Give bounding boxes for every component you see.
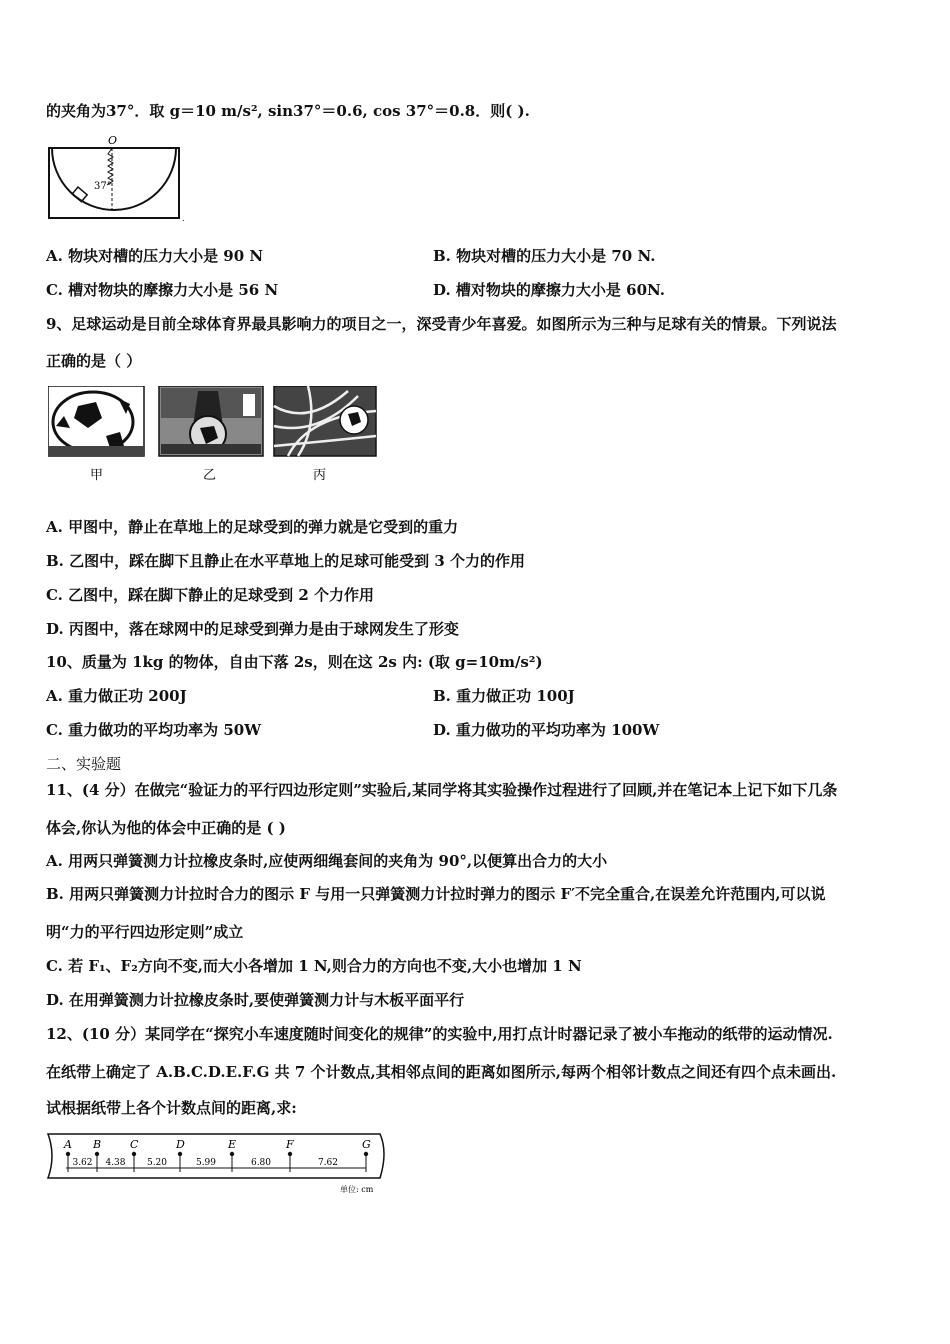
tape-point-label-a: A	[64, 1138, 72, 1151]
q11-option-b: B. 用两只弹簧测力计拉时合力的图示 F 与用一只弹簧测力计拉时弹力的图示 F′不完全重合,在误差允许范围内,可以说	[46, 885, 826, 903]
tape-distance-label: 7.62	[317, 1158, 339, 1168]
q12-stem-line2: 在纸带上确定了 A.B.C.D.E.F.G 共 7 个计数点,其相邻点间的距离如图所示,每两个相邻计数点之间还有四个点未画出.	[46, 1063, 837, 1081]
angle-label: 37°	[94, 181, 112, 192]
svg-text:.: .	[182, 214, 185, 223]
q8-intro: 的夹角为37°．取 g＝10 m/s², sin37°＝0.6, cos 37°＝0.8．则( ).	[46, 102, 530, 120]
q10-option-b: B. 重力做正功 100J	[433, 687, 575, 705]
tape-point-label-e: E	[228, 1138, 237, 1151]
q11-option-a: A. 用两只弹簧测力计拉橡皮条时,应使两细绳套间的夹角为 90°,以便算出合力的大小	[46, 852, 608, 870]
caption-bing: 丙	[313, 468, 327, 483]
caption-jia: 甲	[90, 468, 104, 483]
football-image-bing	[274, 386, 376, 456]
q9-stem-line2: 正确的是（ ）	[46, 352, 142, 370]
q11-option-c: C. 若 F₁、F₂方向不变,而大小各增加 1 N,则合力的方向也不变,大小也增加 1 N	[46, 957, 582, 975]
football-image-yi	[159, 386, 263, 456]
q9-option-c: C. 乙图中，踩在脚下静止的足球受到 2 个力作用	[46, 586, 375, 604]
tape-point-label-c: C	[130, 1138, 139, 1151]
q11-stem-line2: 体会,你认为他的体会中正确的是 ( )	[46, 819, 286, 837]
q11-option-b-cont: 明“力的平行四边形定则”成立	[46, 923, 244, 941]
section-title: 二、实验题	[46, 755, 122, 773]
q9-option-b: B. 乙图中，踩在脚下且静止在水平草地上的足球可能受到 3 个力的作用	[46, 552, 526, 570]
tape-point-label-g: G	[362, 1138, 371, 1151]
q10-option-c: C. 重力做功的平均功率为 50W	[46, 721, 262, 739]
tape-point-label-d: D	[176, 1138, 185, 1151]
tape-distance-label: 6.80	[250, 1158, 272, 1168]
q9-option-a: A. 甲图中，静止在草地上的足球受到的弹力就是它受到的重力	[46, 518, 459, 536]
q8-option-a: A. 物块对槽的压力大小是 90 N	[46, 247, 264, 265]
q9-stem-line1: 9、足球运动是目前全球体育界最具影响力的项目之一，深受青少年喜爱。如图所示为三种与足球有关的情景。下列说法	[46, 315, 837, 333]
football-image-jia	[48, 386, 144, 456]
paper-tape-figure	[44, 1128, 394, 1198]
football-images	[48, 386, 378, 486]
q9-option-d: D. 丙图中，落在球网中的足球受到弹力是由于球网发生了形变	[46, 620, 459, 638]
tape-distance-label: 5.99	[195, 1158, 217, 1168]
q11-option-d: D. 在用弹簧测力计拉橡皮条时,要使弹簧测力计与木板平面平行	[46, 991, 465, 1009]
tape-point-label-b: B	[93, 1138, 102, 1151]
q8-option-d: D. 槽对物块的摩擦力大小是 60N.	[433, 281, 665, 299]
q10-option-a: A. 重力做正功 200J	[46, 687, 187, 705]
tape-distance-label: 3.62	[72, 1158, 93, 1168]
q8-option-c: C. 槽对物块的摩擦力大小是 56 N	[46, 281, 279, 299]
q8-option-b: B. 物块对槽的压力大小是 70 N.	[433, 247, 656, 265]
tape-distance-label: 5.20	[146, 1158, 168, 1168]
q10-stem: 10、质量为 1kg 的物体，自由下落 2s，则在这 2s 内: (取 g=10m/s²)	[46, 653, 543, 671]
caption-yi: 乙	[203, 468, 217, 483]
point-o-label: O	[108, 134, 118, 147]
q12-stem-line1: 12、(10 分）某同学在“探究小车速度随时间变化的规律”的实验中,用打点计时器记录了被小车拖动的纸带的运动情况.	[46, 1025, 833, 1043]
q10-option-d: D. 重力做功的平均功率为 100W	[433, 721, 660, 739]
tape-distance-label: 4.38	[105, 1158, 126, 1168]
q12-stem-line3: 试根据纸带上各个计数点间的距离,求:	[46, 1099, 297, 1117]
q11-stem-line1: 11、(4 分）在做完“验证力的平行四边形定则”实验后,某同学将其实验操作过程进行了回顾,并在笔记本上记下如下几条	[46, 781, 838, 799]
trough-figure	[44, 131, 194, 226]
tape-point-label-f: F	[286, 1138, 294, 1151]
tape-unit-label: 单位: cm	[340, 1185, 374, 1194]
